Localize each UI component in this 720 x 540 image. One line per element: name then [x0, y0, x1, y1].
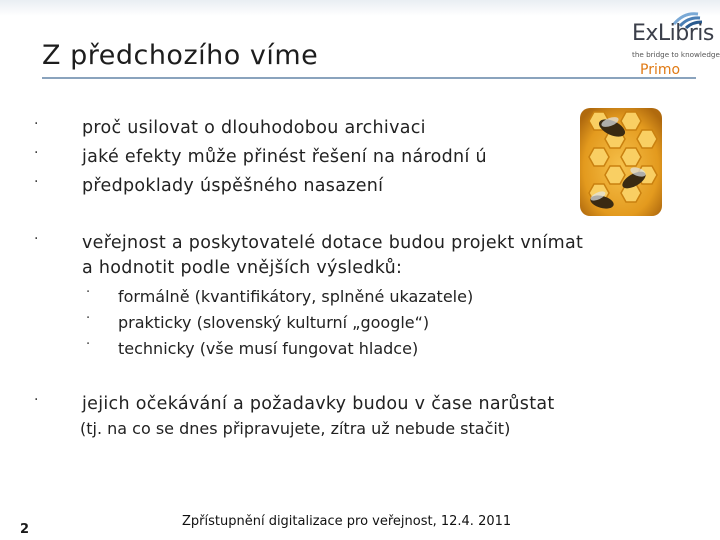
- title-divider: [42, 77, 696, 79]
- bullet-marker: ·: [86, 337, 91, 352]
- exlibris-primo-logo: [628, 10, 720, 78]
- bullet-text: jejich očekávání a požadavky budou v čase narůstat: [82, 394, 555, 414]
- bullet-marker: ·: [34, 392, 39, 408]
- bullet-marker: ·: [34, 116, 39, 132]
- slide-title: Z předchozího víme: [42, 40, 319, 71]
- logo-tagline: the bridge to knowledge: [632, 50, 720, 59]
- sub-bullet-text: formálně (kvantifikátory, splněné ukazatele): [118, 287, 474, 306]
- logo-product: Primo: [640, 62, 681, 78]
- bullet-text: veřejnost a poskytovatelé dotace budou projekt vnímat: [82, 233, 584, 253]
- bullet-text: předpoklady úspěšného nasazení: [82, 176, 384, 196]
- bullet-text: a hodnotit podle vnějších výsledků:: [82, 258, 403, 278]
- sub-bullet-text: technicky (vše musí fungovat hladce): [118, 339, 419, 358]
- bullet-marker: ·: [34, 145, 39, 161]
- bullet-text: proč usilovat o dlouhodobou archivaci: [82, 118, 426, 138]
- bullet-marker: ·: [34, 231, 39, 247]
- top-band: [0, 0, 720, 16]
- slide-number: 2: [20, 522, 30, 537]
- sub-bullet-text: prakticky (slovenský kulturní „google“): [118, 313, 430, 332]
- logo-brand: ExLibris: [632, 21, 714, 46]
- bullet-continuation: (tj. na co se dnes připravujete, zítra už nebude stačit): [80, 419, 511, 438]
- bullet-marker: ·: [34, 174, 39, 190]
- bullet-text: jaké efekty může přinést řešení na národní ú: [82, 147, 487, 167]
- bees-on-honeycomb-image: [580, 108, 662, 216]
- slide-footer: Zpřístupnění digitalizace pro veřejnost, 12.4. 2011: [182, 514, 512, 529]
- bullet-marker: ·: [86, 285, 91, 300]
- bullet-marker: ·: [86, 311, 91, 326]
